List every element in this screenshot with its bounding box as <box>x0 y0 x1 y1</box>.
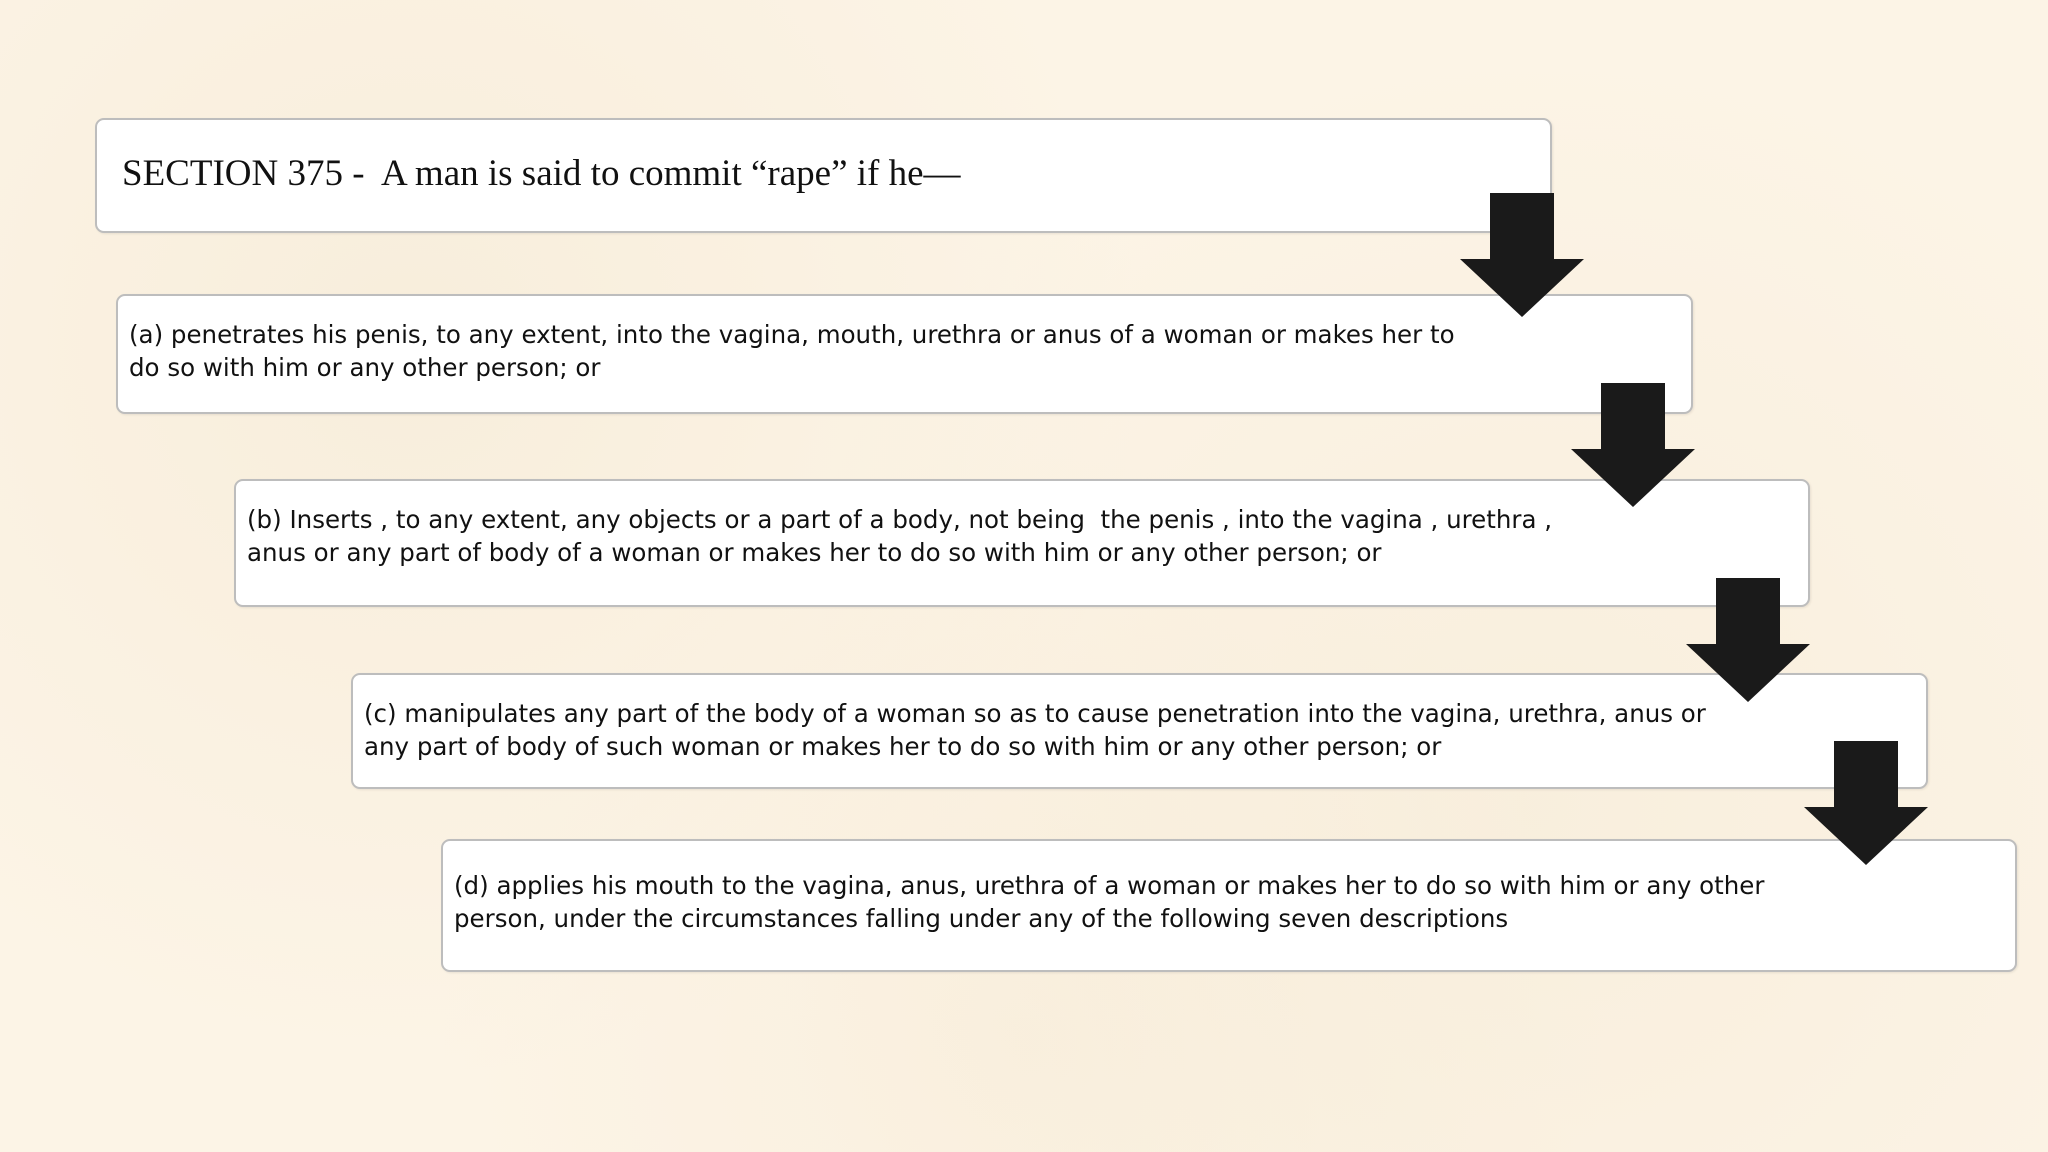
clause-b-line-2: anus or any part of body of a woman or makes her to do so with him or any other person; or <box>247 538 1382 567</box>
clause-b-line-1: (b) Inserts , to any extent, any objects or a part of a body, not being the penis , into the vagina , urethra , <box>247 505 1553 534</box>
clause-a-box <box>116 294 1693 414</box>
section-heading: SECTION 375 - A man is said to commit “rape” if he— <box>122 153 961 194</box>
clause-a-line-1: (a) penetrates his penis, to any extent, into the vagina, mouth, urethra or anus of a woman or makes her to <box>129 320 1455 349</box>
clause-b-text <box>247 503 1717 569</box>
arrow-down-icon <box>1804 741 1928 865</box>
arrow-down-icon <box>1686 578 1810 702</box>
clause-d-text <box>454 869 1924 935</box>
arrow-down-icon <box>1571 383 1695 507</box>
clause-c-text <box>364 697 1834 763</box>
clause-c-line-2: any part of body of such woman or makes her to do so with him or any other person; or <box>364 732 1442 761</box>
clause-d-box <box>441 839 2017 972</box>
clause-d-line-1: (d) applies his mouth to the vagina, anus, urethra of a woman or makes her to do so with him or any other <box>454 871 1765 900</box>
clause-a-line-2: do so with him or any other person; or <box>129 353 601 382</box>
clause-d-line-2: person, under the circumstances falling under any of the following seven descriptions <box>454 904 1509 933</box>
clause-a-text <box>129 318 1599 384</box>
clause-c-line-1: (c) manipulates any part of the body of a woman so as to cause penetration into the vagina, urethra, anus or <box>364 699 1706 728</box>
section-heading-box <box>95 118 1552 233</box>
arrow-down-icon <box>1460 193 1584 317</box>
